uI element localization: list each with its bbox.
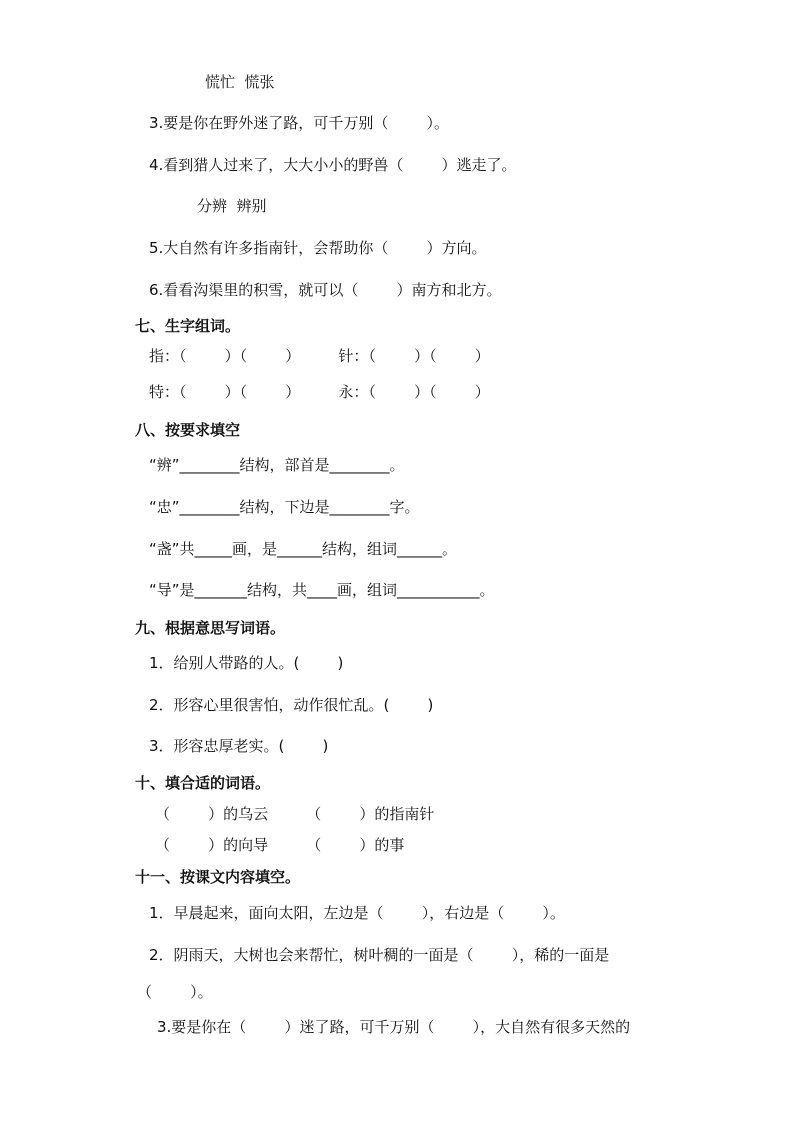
section-11-line-3: 3.要是你在（ ）迷了路，可千万别（ ），大自然有很多天然的: [157, 1018, 631, 1036]
section-11-line-1: 1．早晨起来，面向太阳，左边是（ ），右边是（ ）。: [149, 904, 565, 922]
word-choice-a: 慌忙 慌张: [205, 73, 275, 91]
section-8-title: 八、按要求填空: [135, 421, 241, 439]
section-9-title: 九、根据意思写词语。: [135, 619, 286, 637]
question-6: 6.看看沟渠里的积雪，就可以（ ）南方和北方。: [149, 281, 502, 299]
section-11-line-2-cont: （ ）。: [137, 983, 213, 1001]
question-3: 3.要是你在野外迷了路，可千万别（ ）。: [149, 114, 449, 132]
section-8-line-1: “辨”________结构，部首是________。: [149, 456, 405, 474]
section-7-title: 七、生字组词。: [135, 317, 241, 335]
section-8-line-2: “忠”________结构，下边是________字。: [149, 498, 420, 516]
section-10-row-2: （ ）的向导 （ ）的事: [155, 836, 405, 854]
section-9-line-2: 2．形容心里很害怕，动作很忙乱。( ): [149, 696, 434, 714]
section-11-line-2: 2．阴雨天，大树也会来帮忙，树叶稠的一面是（ ），稀的一面是: [149, 946, 610, 964]
section-8-line-4: “导”是_______结构，共____画，组词___________。: [149, 581, 495, 599]
question-4: 4.看到猎人过来了，大大小小的野兽（ ）逃走了。: [149, 156, 517, 174]
section-9-line-3: 3．形容忠厚老实。( ): [149, 737, 329, 755]
section-7-row-2: 特：（ ）（ ） 永：（ ）（ ）: [149, 383, 490, 401]
section-10-title: 十、填合适的词语。: [135, 774, 271, 792]
question-5: 5.大自然有许多指南针，会帮助你（ ）方向。: [149, 239, 487, 257]
word-choice-b: 分辨 辨别: [197, 197, 267, 215]
section-10-row-1: （ ）的乌云 （ ）的指南针: [155, 805, 435, 823]
section-7-row-1: 指：（ ）（ ） 针：（ ）（ ）: [149, 347, 490, 365]
section-11-title: 十一、按课文内容填空。: [135, 868, 301, 886]
section-8-line-3: “盏”共_____画，是______结构，组词______。: [149, 540, 458, 558]
section-9-line-1: 1．给别人带路的人。( ): [149, 654, 344, 672]
